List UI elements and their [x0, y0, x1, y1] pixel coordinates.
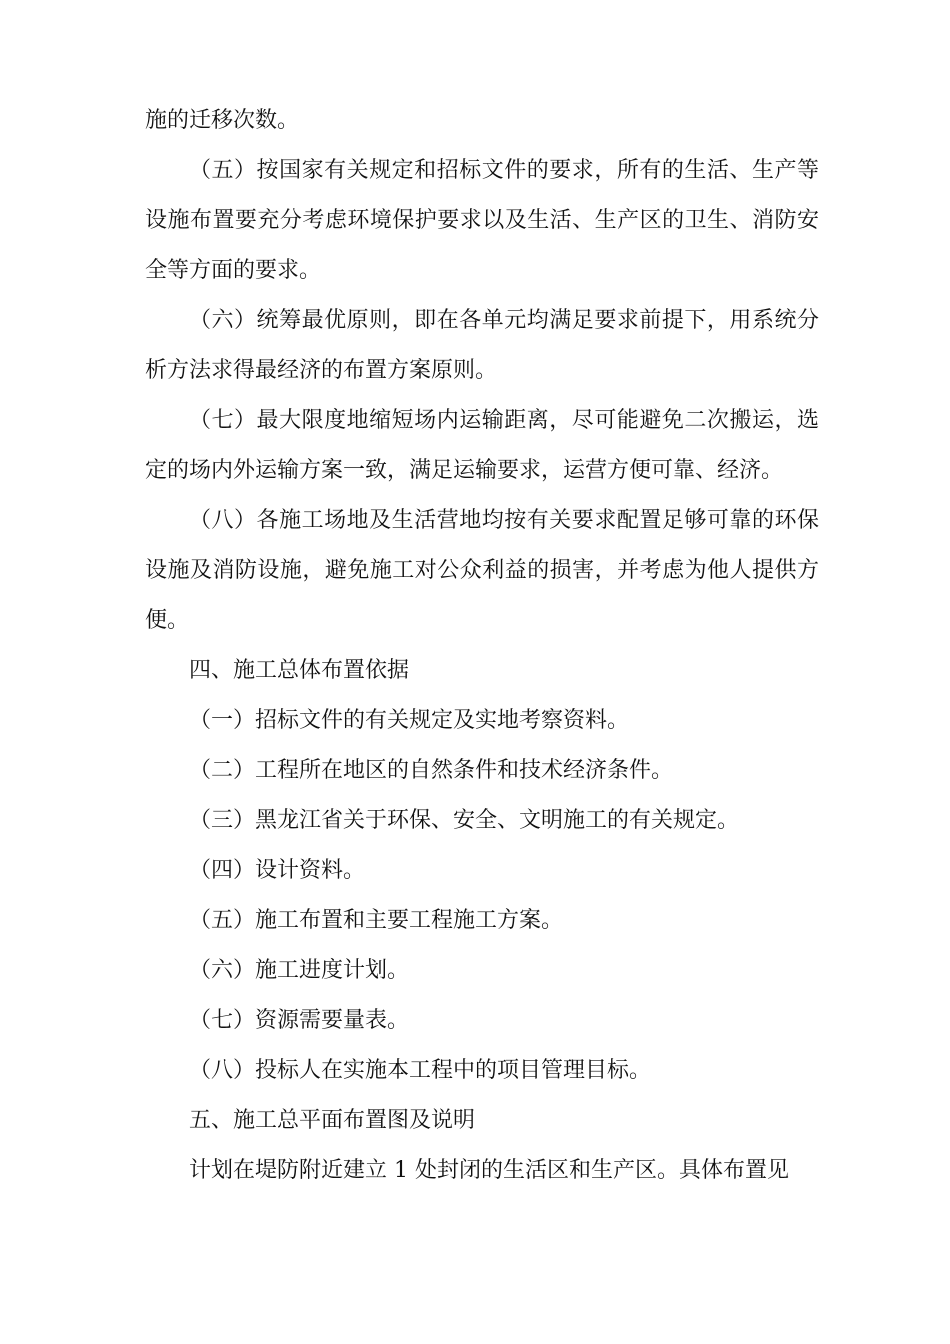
basis-item-2: （二）工程所在地区的自然条件和技术经济条件。	[189, 758, 674, 783]
basis-item-8: （八）投标人在实施本工程中的项目管理目标。	[189, 1058, 652, 1083]
document-body	[145, 96, 819, 1196]
basis-item-7: （七）资源需要量表。	[189, 1008, 410, 1033]
basis-item-4: （四）设计资料。	[189, 858, 366, 883]
basis-item-1: （一）招标文件的有关规定及实地考察资料。	[189, 708, 630, 733]
basis-item-3: （三）黑龙江省关于环保、安全、文明施工的有关规定。	[189, 808, 740, 833]
section-heading-4: 四、施工总体布置依据	[189, 658, 410, 683]
paragraph-item-7-transport: （七）最大限度地缩短场内运输距离，尽可能避免二次搬运，选定的场内外运输方案一致，满足运输要求，运营方便可靠、经济。	[145, 408, 819, 483]
paragraph-item-8-environment: （八）各施工场地及生活营地均按有关要求配置足够可靠的环保设施及消防设施，避免施工对公众利益的损害，并考虑为他人提供方便。	[145, 508, 819, 633]
basis-item-5: （五）施工布置和主要工程施工方案。	[189, 908, 564, 933]
section-heading-5: 五、施工总平面布置图及说明	[189, 1108, 476, 1133]
paragraph-item-5-layout-requirements: （五）按国家有关规定和招标文件的要求，所有的生活、生产等设施布置要充分考虑环境保护要求以及生活、生产区的卫生、消防安全等方面的要求。	[145, 158, 819, 283]
basis-item-6: （六）施工进度计划。	[189, 958, 410, 983]
paragraph-layout-plan: 计划在堤防附近建立 1 处封闭的生活区和生产区。具体布置见	[189, 1158, 789, 1183]
paragraph-continuation: 施的迁移次数。	[145, 108, 300, 133]
paragraph-item-6-optimization: （六）统筹最优原则，即在各单元均满足要求前提下，用系统分析方法求得最经济的布置方案原则。	[145, 308, 819, 383]
